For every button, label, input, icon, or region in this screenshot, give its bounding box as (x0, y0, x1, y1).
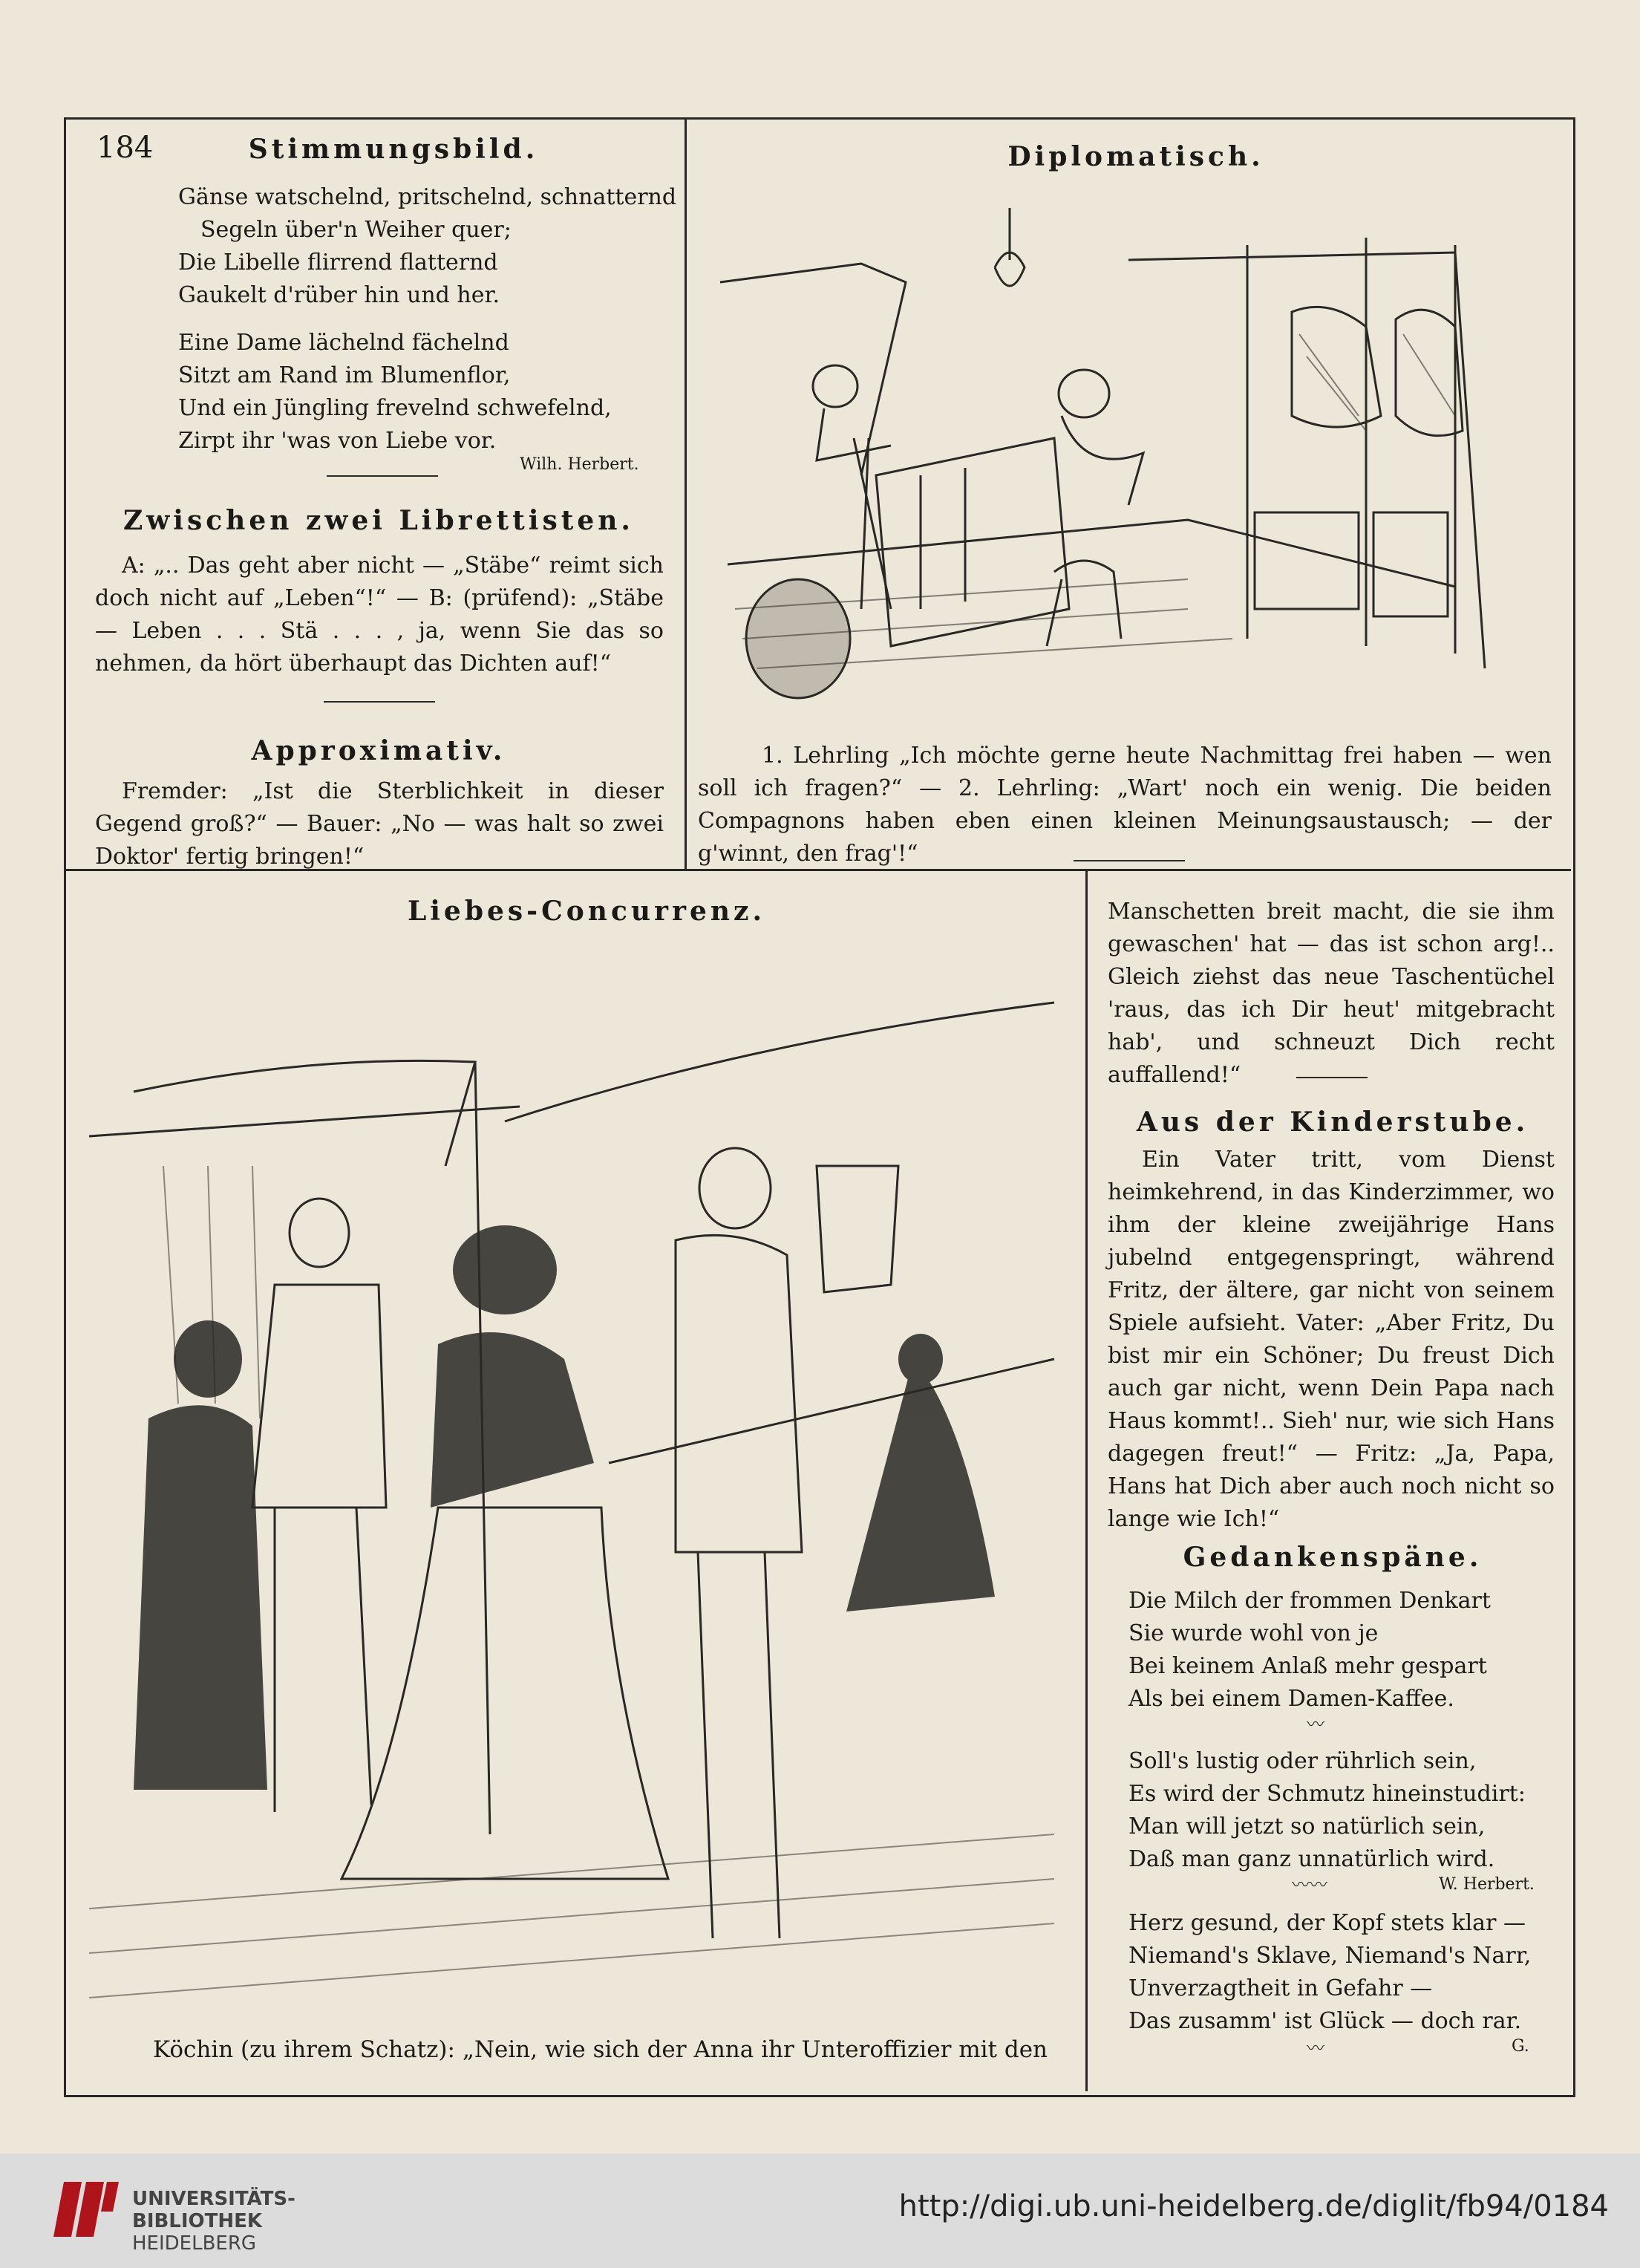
separator-rule (324, 701, 435, 703)
poem-line: Es wird der Schmutz hineinstudirt: (1128, 1781, 1526, 1807)
poem-line: Eine Dame lächelnd fächelnd (178, 330, 509, 356)
library-name-line: HEIDELBERG (132, 2232, 257, 2255)
poem-line: Daß man ganz unnatürlich wird. (1128, 1846, 1495, 1872)
illustration-office-scene (713, 193, 1537, 728)
poem-line: Man will jetzt so natürlich sein, (1128, 1814, 1486, 1840)
article-title-librettisten: Zwischen zwei Librettisten. (123, 505, 634, 536)
separator-rule (327, 475, 438, 477)
author-signature: G. (1512, 2037, 1529, 2056)
poem-line: Die Milch der frommen Denkart (1128, 1588, 1491, 1614)
article-title-kinderstube: Aus der Kinderstube. (1136, 1107, 1529, 1138)
poem-title-gedankenspaene: Gedankenspäne. (1183, 1542, 1483, 1573)
poem-line: Niemand's Sklave, Niemand's Narr, (1128, 1943, 1532, 1969)
poem-line: Die Libelle flirrend flatternd (178, 250, 498, 276)
poem-title-stimmungsbild: Stimmungsbild. (248, 134, 539, 165)
poem-line: Und ein Jüngling frevelnd schwefelnd, (178, 395, 612, 421)
poem-line: Segeln über'n Weiher quer; (200, 217, 512, 243)
cartoon-caption-liebes-concurrenz: Köchin (zu ihrem Schatz): „Nein, wie sich der Anna ihr Unteroffizier mit den (153, 2036, 1048, 2063)
cartoon-title-liebes-concurrenz: Liebes-Concurrenz. (407, 896, 766, 927)
university-library-logo-icon[interactable] (42, 2176, 131, 2243)
cartoon-caption-continuation: Manschetten breit macht, die sie ihm gewaschen' hat — das ist schon arg!.. Gleich ziehst das neue Taschentüchel 'raus, das ich Dir heut' mitgebracht hab', und schneuzt Dich recht auffallend!“ (1108, 899, 1555, 1088)
article-text-approximativ: Fremder: „Ist die Sterblichkeit in dieser Gegend groß?“ — Bauer: „No — was halt so zwei Doktor' fertig bringen!“ (95, 778, 664, 870)
column-divider-bottom (1085, 869, 1088, 2091)
wave-ornament: 〰〰 (1292, 1874, 1327, 1895)
library-footer (0, 2154, 1640, 2268)
article-text-librettisten: A: „.. Das geht aber nicht — „Stäbe“ reimt sich doch nicht auf „Leben“!“ — B: (prüfend): „Stäbe — Leben . . . Stä . . . , ja, wenn Sie das so nehmen, da hört überhaupt das Dichten auf!“ (95, 553, 664, 677)
page-number: 184 (97, 131, 154, 165)
poem-line: Gaukelt d'rüber hin und her. (178, 282, 500, 308)
poem-line: Sie wurde wohl von je (1128, 1620, 1379, 1646)
cartoon-title-diplomatisch: Diplomatisch. (1007, 141, 1264, 172)
column-divider-top (685, 119, 687, 869)
poem-line: Herz gesund, der Kopf stets klar — (1128, 1910, 1526, 1936)
library-name (132, 2188, 295, 2255)
poem-line: Sitzt am Rand im Blumenflor, (178, 362, 511, 388)
poem-line: Zirpt ihr 'was von Liebe vor. (178, 428, 497, 454)
poem-line: Als bei einem Damen-Kaffee. (1128, 1686, 1454, 1712)
wave-ornament: 〰 (1307, 1714, 1324, 1735)
library-name-line: UNIVERSITÄTS- (132, 2188, 295, 2210)
separator-rule (1296, 1077, 1368, 1078)
wave-ornament: 〰 (1307, 2038, 1324, 2059)
poem-line: Unverzagtheit in Gefahr — (1128, 1975, 1433, 2001)
source-url-link[interactable]: http://digi.ub.uni-heidelberg.de/diglit/fb94/0184 (898, 2189, 1609, 2223)
author-signature: Wilh. Herbert. (520, 455, 639, 474)
poem-line: Gänse watschelnd, pritschelnd, schnatternd (178, 184, 677, 210)
illustration-dance-scene (89, 943, 1062, 2013)
author-signature: W. Herbert. (1439, 1875, 1535, 1894)
poem-line: Das zusamm' ist Glück — doch rar. (1128, 2008, 1522, 2034)
cartoon-caption-diplomatisch: 1. Lehrling „Ich möchte gerne heute Nachmittag frei haben — wen soll ich fragen?“ — 2. Lehrling: „Wart' noch ein wenig. Die beiden Compagnons haben eben einen kleinen Meinungsaustausch; — der g'winnt, den frag'!“ (698, 743, 1552, 867)
library-name-line: BIBLIOTHEK (132, 2210, 263, 2232)
poem-line: Bei keinem Anlaß mehr gespart (1128, 1653, 1487, 1679)
article-text-kinderstube: Ein Vater tritt, vom Dienst heimkehrend, in das Kinderzimmer, wo ihm der kleine zweijährige Hans jubelnd entgegenspringt, während Fritz, der ältere, gar nicht von seinem Spiele aufsieht. Vater: „Aber Fritz, Du bist mir ein Schöner; Du freust Dich auch gar nicht, wenn Dein Papa nach Haus kommt!.. Sieh' nur, wie sich Hans dagegen freut!“ — Fritz: „Ja, Papa, Hans hat Dich aber auch noch nicht so lange wie Ich!“ (1108, 1147, 1555, 1532)
article-title-approximativ: Approximativ. (251, 735, 506, 766)
separator-rule (1074, 860, 1185, 861)
poem-line: Soll's lustig oder rührlich sein, (1128, 1748, 1477, 1774)
